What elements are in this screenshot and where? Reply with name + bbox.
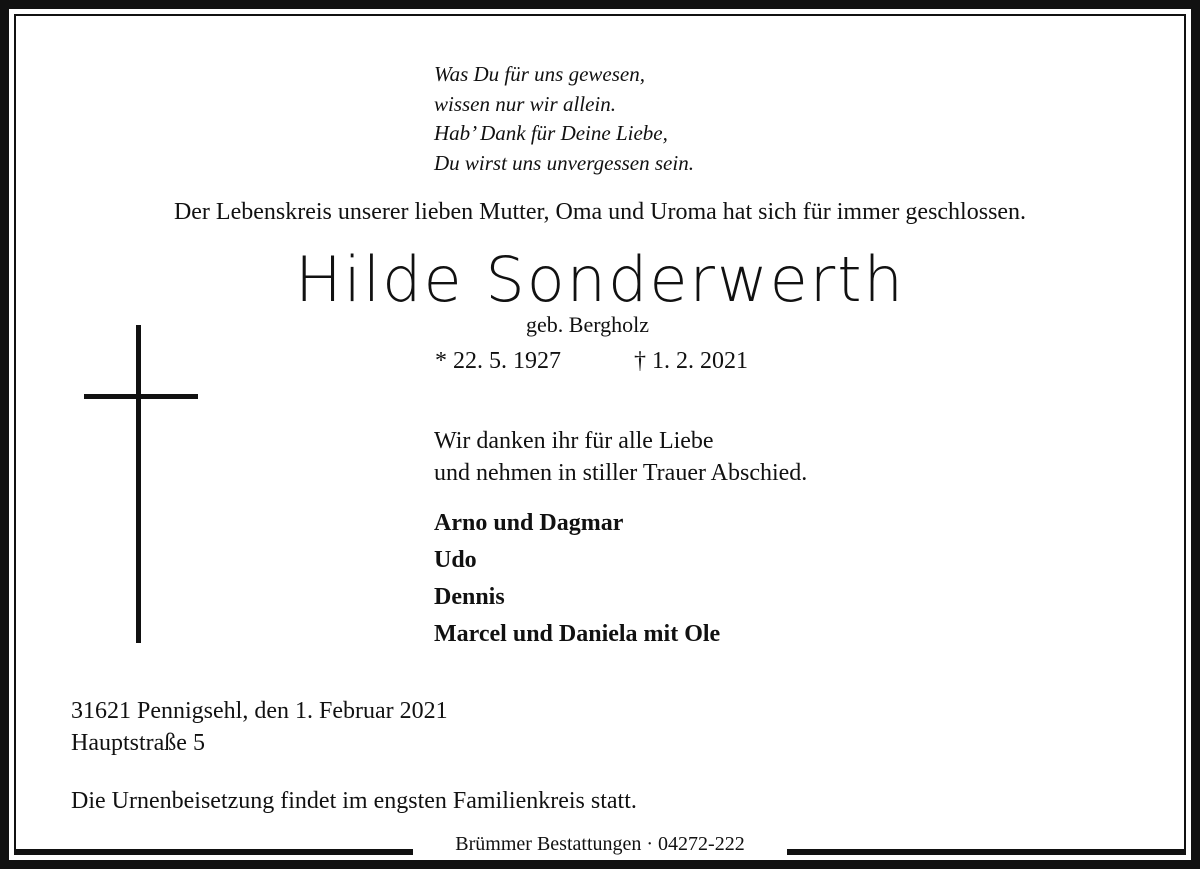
family-member: Marcel und Daniela mit Ole bbox=[434, 621, 721, 647]
verse-line: Was Du für uns gewesen, bbox=[434, 62, 645, 86]
family-member: Dennis bbox=[434, 584, 505, 610]
deceased-name: Hilde Sonderwerth bbox=[295, 243, 905, 316]
intro-text: Der Lebenskreis unserer lieben Mutter, Oma und Uroma hat sich für immer geschlossen. bbox=[173, 199, 1027, 225]
death-date: † 1. 2. 2021 bbox=[634, 348, 748, 374]
family-list bbox=[434, 505, 720, 653]
funeral-home-credit: Brümmer Bestattungen · 04272-222 bbox=[413, 830, 787, 858]
thanks-text bbox=[434, 425, 807, 489]
birth-date: * 22. 5. 1927 bbox=[435, 348, 561, 374]
maiden-name: geb. Bergholz bbox=[526, 312, 650, 337]
place-and-address bbox=[71, 695, 448, 759]
verse-line: Du wirst uns unvergessen sein. bbox=[434, 150, 694, 175]
family-member: Udo bbox=[434, 547, 477, 573]
verse-line: wissen nur wir allein. bbox=[434, 91, 617, 116]
verse bbox=[434, 60, 694, 178]
burial-note: Die Urnenbeisetzung findet im engsten Familienkreis statt. bbox=[71, 788, 637, 814]
cross-vertical-bar bbox=[136, 325, 141, 643]
family-member: Arno und Dagmar bbox=[434, 510, 624, 536]
verse-line: Hab’ Dank für Deine Liebe, bbox=[434, 121, 668, 145]
footer-rule-left bbox=[14, 849, 413, 853]
thanks-line: Wir danken ihr für alle Liebe bbox=[434, 428, 714, 454]
cross-horizontal-bar bbox=[84, 394, 198, 399]
place-date-line: 31621 Pennigsehl, den 1. Februar 2021 bbox=[71, 698, 448, 724]
thanks-line: und nehmen in stiller Trauer Abschied. bbox=[434, 460, 808, 486]
footer-rule-right bbox=[787, 849, 1186, 853]
address-line: Hauptstraße 5 bbox=[71, 730, 205, 756]
